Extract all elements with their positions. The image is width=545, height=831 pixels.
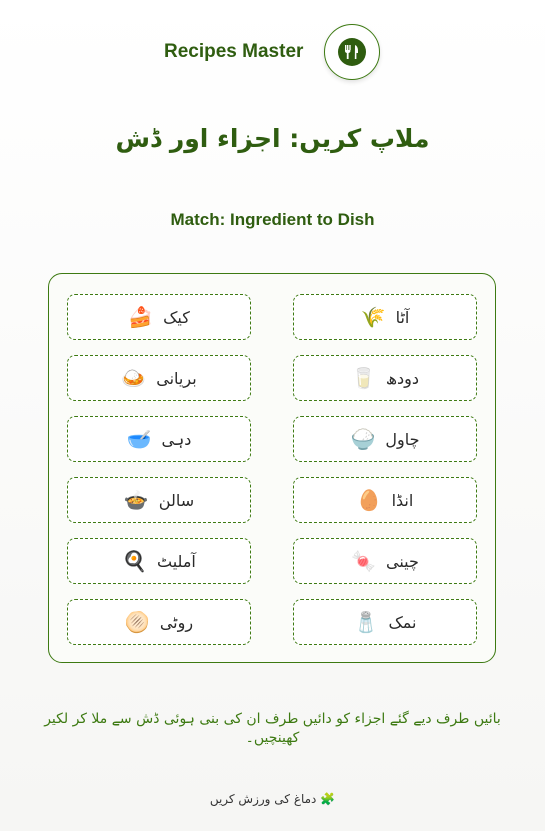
footer — [0, 792, 545, 806]
header — [0, 24, 545, 82]
ingredient-card-egg[interactable] — [293, 477, 477, 523]
ingredient-label: چینی — [386, 551, 419, 571]
ingredient-label: چاول — [385, 429, 420, 449]
brand-title: Recipes Master — [164, 41, 304, 62]
dish-card-omelette[interactable] — [67, 538, 251, 584]
matching-board — [48, 273, 496, 663]
dish-card-biryani[interactable] — [67, 355, 251, 401]
dish-label: دہی — [161, 429, 192, 449]
cake-icon: 🍰 — [128, 305, 154, 329]
ingredient-card-flour[interactable] — [293, 294, 477, 340]
biryani-icon: 🍛 — [121, 366, 147, 390]
dish-card-yogurt[interactable] — [67, 416, 251, 462]
dish-card-curry[interactable] — [67, 477, 251, 523]
instructions-text: بائیں طرف دیے گئے اجزاء کو دائیں طرف ان کی بنی ہوئی ڈش سے ملا کر لکیر کھینچیں۔ — [44, 711, 501, 746]
ingredient-card-sugar[interactable] — [293, 538, 477, 584]
page-title-english: Match: Ingredient to Dish — [170, 210, 375, 229]
footer-text: دماغ کی ورزش کریں — [209, 792, 317, 806]
ingredient-label: انڈا — [391, 490, 414, 510]
ingredient-card-milk[interactable] — [293, 355, 477, 401]
ingredient-label: دودھ — [385, 368, 420, 388]
dish-card-roti[interactable] — [67, 599, 251, 645]
milk-icon: 🥛 — [350, 366, 376, 390]
ingredient-card-salt[interactable] — [293, 599, 477, 645]
egg-icon: 🥚 — [356, 488, 382, 512]
ingredient-label: نمک — [388, 612, 417, 632]
page-title-urdu: ملاپ کریں: اجزاء اور ڈش — [115, 124, 430, 153]
dish-label: روٹی — [159, 612, 194, 632]
dish-card-cake[interactable] — [67, 294, 251, 340]
rice-icon: 🍚 — [350, 427, 376, 451]
fork-knife-icon — [338, 38, 366, 66]
dish-label: بریانی — [156, 368, 197, 388]
omelette-icon: 🍳 — [122, 549, 148, 573]
sugar-candy-icon: 🍬 — [351, 549, 376, 573]
dish-label: آملیٹ — [157, 551, 196, 571]
dish-label: کیک — [163, 307, 190, 327]
ingredient-card-rice[interactable] — [293, 416, 477, 462]
curry-icon: 🍲 — [123, 488, 149, 512]
salt-icon: 🧂 — [353, 610, 379, 634]
yogurt-bowl-icon: 🥣 — [126, 427, 152, 451]
ingredient-label: آٹا — [395, 307, 410, 327]
dish-label: سالن — [158, 490, 195, 510]
puzzle-icon: 🧩 — [320, 792, 336, 806]
logo — [324, 24, 380, 80]
wheat-icon: 🌾 — [360, 305, 386, 329]
roti-icon: 🫓 — [124, 610, 150, 634]
